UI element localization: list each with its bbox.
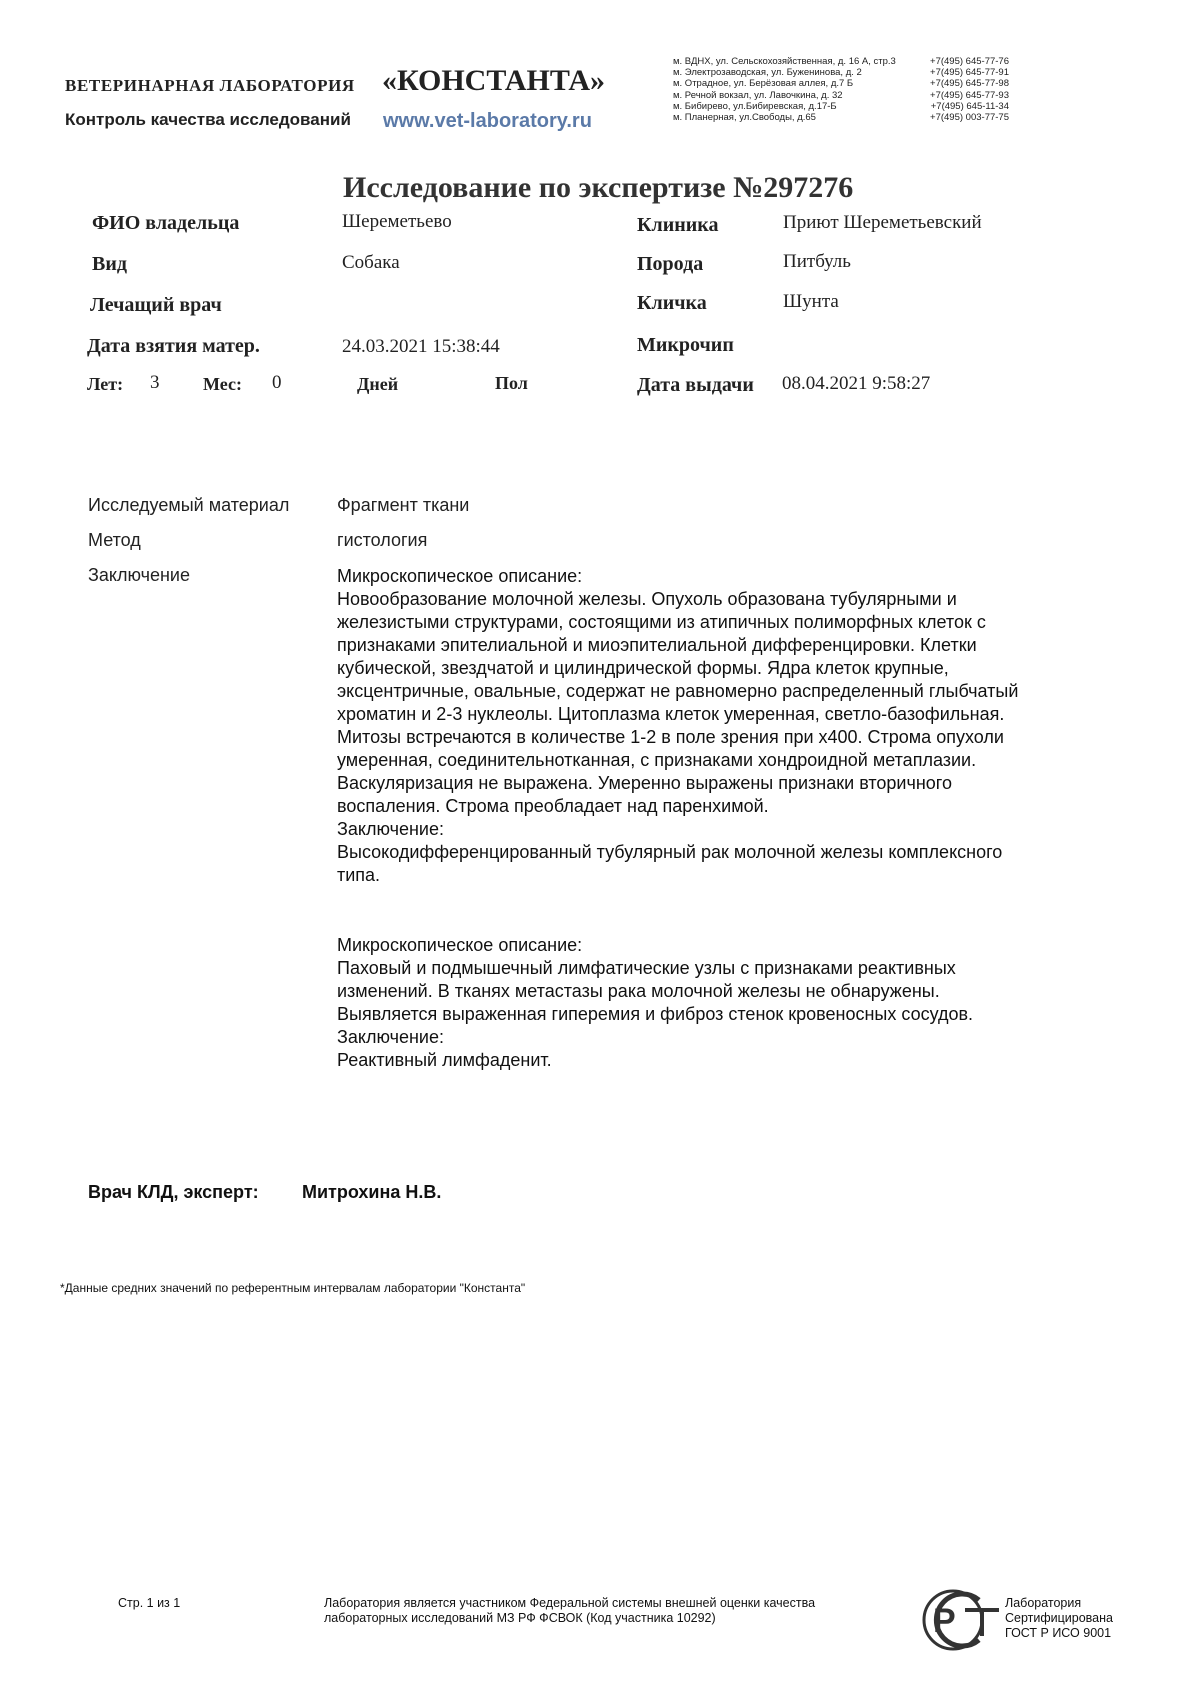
cert-line: Сертифицирована <box>1005 1611 1113 1625</box>
page-number: Стр. 1 из 1 <box>118 1596 181 1610</box>
issue-date-value: 08.04.2021 9:58:27 <box>782 373 931 394</box>
histology-findings-block-2 <box>337 934 973 1072</box>
lab-name: «КОНСТАНТА» <box>382 64 606 97</box>
contact-phone: +7(495) 645-77-93 <box>930 89 1009 101</box>
clinic-label: Клиника <box>637 214 719 236</box>
contact-phone: +7(495) 645-77-98 <box>930 78 1009 90</box>
method-value: гистология <box>337 530 428 550</box>
tagline: Контроль качества исследований <box>65 110 351 129</box>
doctor-label: Лечащий врач <box>90 294 222 316</box>
age-years-label: Лет: <box>87 374 124 394</box>
findings-line: кубической, звездчатой и цилиндрической формы. Ядра клеток крупные, <box>337 658 949 678</box>
contact-phone: +7(495) 003-77-75 <box>930 112 1009 124</box>
contact-row <box>673 112 1009 123</box>
document-title: Исследование по экспертизе №297276 <box>343 171 854 204</box>
findings-line: Выявляется выраженная гиперемия и фиброз стенок кровеносных сосудов. <box>337 1004 974 1024</box>
findings-line: Высокодифференцированный тубулярный рак молочной железы комплексного <box>337 842 1003 862</box>
age-months-value: 0 <box>272 372 282 393</box>
contact-row <box>673 56 1009 67</box>
contact-address: м. Бибирево, ул.Бибиревская, д.17-Б <box>673 100 837 112</box>
pet-name-label: Кличка <box>637 292 707 314</box>
findings-line: изменений. В тканях метастазы рака молочной железы не обнаружены. <box>337 981 940 1001</box>
contact-address: м. Речной вокзал, ул. Лавочкина, д. 32 <box>673 89 843 101</box>
material-value: Фрагмент ткани <box>337 495 470 515</box>
microchip-label: Микрочип <box>637 334 734 356</box>
cert-line: ГОСТ Р ИСО 9001 <box>1005 1626 1112 1640</box>
signature-label: Врач КЛД, эксперт: <box>88 1182 259 1202</box>
findings-line: типа. <box>337 865 381 885</box>
fsvok-participation <box>324 1596 815 1626</box>
pet-name-value: Шунта <box>783 291 839 312</box>
species-label: Вид <box>92 253 127 275</box>
rst-logo-icon <box>921 1588 1001 1652</box>
contact-phone: +7(495) 645-77-76 <box>930 56 1009 67</box>
age-years-value: 3 <box>150 372 160 393</box>
contact-address: м. ВДНХ, ул. Сельскохозяйственная, д. 16 А, стр.3 <box>673 56 896 67</box>
clinic-value: Приют Шереметьевский <box>783 212 982 233</box>
findings-line: Заключение: <box>337 819 444 839</box>
contact-row <box>673 78 1009 89</box>
findings-line: умеренная, соединительнотканная, с признаками хондроидной метаплазии. <box>337 750 977 770</box>
certification-text <box>1005 1596 1113 1641</box>
histology-findings-block-1 <box>337 565 1018 887</box>
age-months-label: Мес: <box>203 374 242 394</box>
owner-label: ФИО владельца <box>92 212 240 234</box>
reference-footnote: *Данные средних значений по референтным интервалам лаборатории "Константа" <box>60 1281 526 1295</box>
svg-text:P: P <box>933 1602 956 1640</box>
findings-line: железистыми структурами, состоящими из атипичных полиморфных клеток с <box>337 612 986 632</box>
lab-prefix: ВЕТЕРИНАРНАЯ ЛАБОРАТОРИЯ <box>65 76 355 95</box>
issue-date-label: Дата выдачи <box>637 374 754 396</box>
findings-line: Митозы встречаются в количестве 1-2 в поле зрения при х400. Строма опухоли <box>337 727 1004 747</box>
findings-line: Заключение: <box>337 1027 444 1047</box>
conclusion-label: Заключение <box>88 565 190 585</box>
sex-label: Пол <box>495 373 528 393</box>
material-label: Исследуемый материал <box>88 495 290 515</box>
breed-value: Питбуль <box>783 251 851 272</box>
contact-phone: +7(495) 645-11-34 <box>930 100 1009 112</box>
contact-row <box>673 90 1009 101</box>
findings-line: признаками эпителиальной и миоэпителиальной дифференцировки. Клетки <box>337 635 977 655</box>
findings-line: Васкуляризация не выражена. Умеренно выражены признаки вторичного <box>337 773 952 793</box>
contact-row <box>673 101 1009 112</box>
contacts-list <box>673 56 1009 123</box>
findings-line: Новообразование молочной железы. Опухоль образована тубулярными и <box>337 589 957 609</box>
fsvok-line: Лаборатория является участником Федеральной системы внешней оценки качества <box>324 1596 816 1610</box>
lab-website-link[interactable]: www.vet-laboratory.ru <box>383 110 592 132</box>
findings-line: Реактивный лимфаденит. <box>337 1050 552 1070</box>
age-days-label: Дней <box>357 374 399 394</box>
contact-address: м. Отрадное, ул. Берёзовая аллея, д.7 Б <box>673 78 854 90</box>
findings-line: эксцентричные, овальные, содержат не равномерно распределенный глыбчатый <box>337 681 1019 701</box>
fsvok-line: лабораторных исследований МЗ РФ ФСВОК (Код участника 10292) <box>324 1611 716 1625</box>
findings-line: Паховый и подмышечный лимфатические узлы с признаками реактивных <box>337 958 956 978</box>
breed-label: Порода <box>637 253 704 275</box>
findings-line: воспаления. Строма преобладает над паренхимой. <box>337 796 769 816</box>
contact-address: м. Планерная, ул.Свободы, д.65 <box>673 112 816 124</box>
signature-name: Митрохина Н.В. <box>302 1182 442 1202</box>
sample-date-value: 24.03.2021 15:38:44 <box>342 336 500 357</box>
method-label: Метод <box>88 530 141 550</box>
findings-line: хроматин и 2-3 нуклеолы. Цитоплазма клеток умеренная, светло-базофильная. <box>337 704 1005 724</box>
species-value: Собака <box>342 252 400 273</box>
rst-certification-logo <box>921 1588 1001 1652</box>
cert-line: Лаборатория <box>1005 1596 1082 1610</box>
owner-value: Шереметьево <box>342 211 452 232</box>
contact-row <box>673 67 1009 78</box>
contact-address: м. Электрозаводская, ул. Буженинова, д. 2 <box>673 67 862 79</box>
sample-date-label: Дата взятия матер. <box>87 335 260 357</box>
findings-line: Микроскопическое описание: <box>337 935 583 955</box>
contact-phone: +7(495) 645-77-91 <box>930 67 1009 79</box>
findings-line: Микроскопическое описание: <box>337 566 583 586</box>
